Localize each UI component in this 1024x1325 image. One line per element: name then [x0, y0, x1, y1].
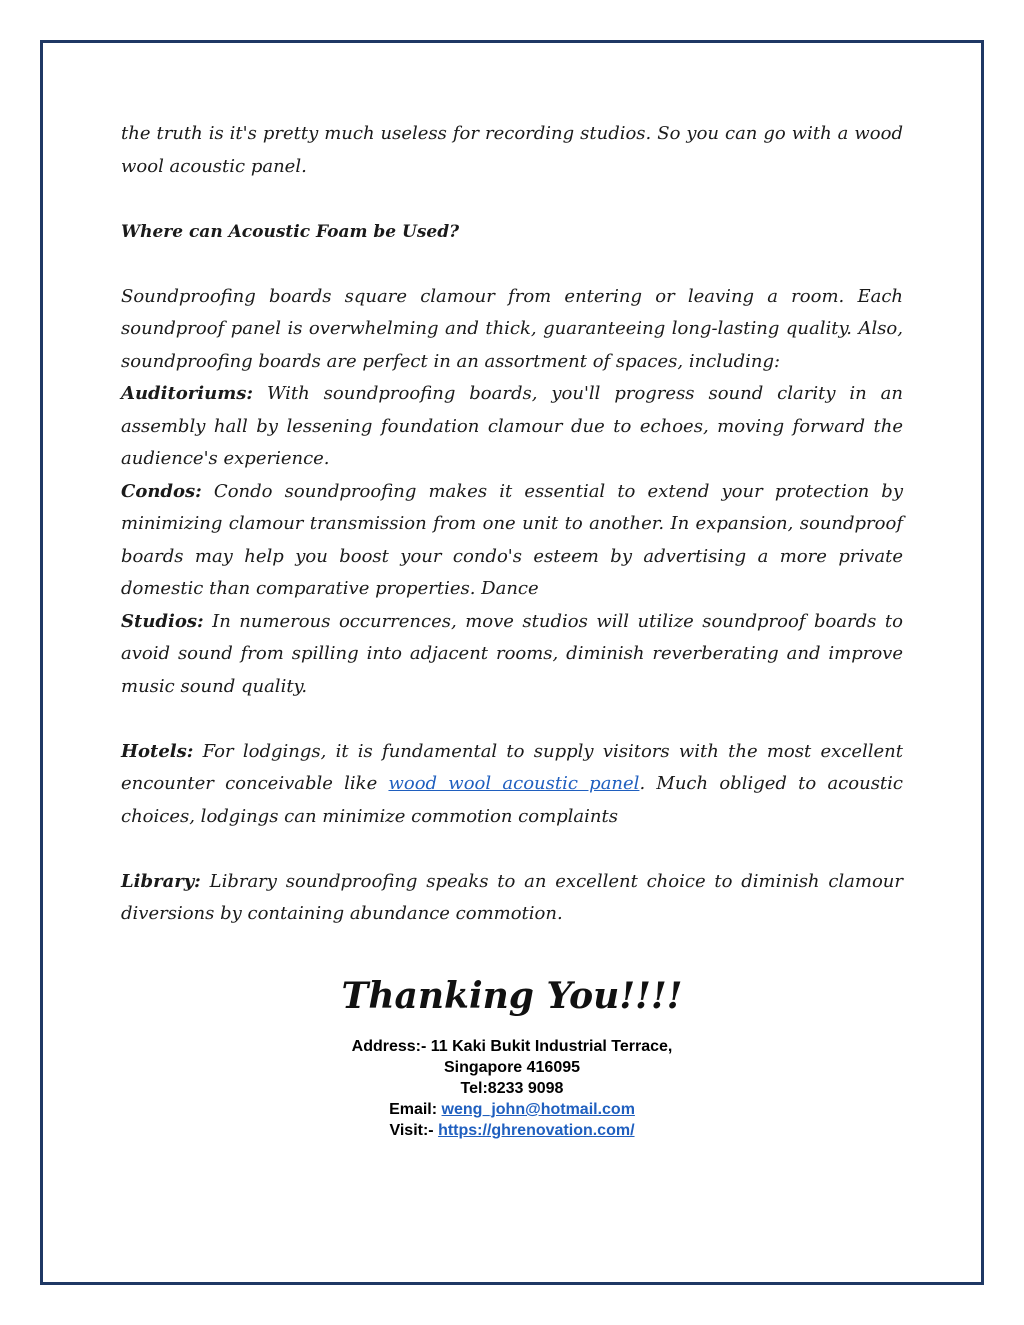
- studios-paragraph: [121, 606, 903, 704]
- intro-paragraph: the truth is it's pretty much useless for recording studios. So you can go with a wood wool acoustic panel.: [121, 123, 903, 177]
- email-line: [0, 1099, 1024, 1120]
- condos-paragraph: [121, 476, 903, 606]
- soundproofing-paragraph: Soundproofing boards square clamour from entering or leaving a room. Each soundproof panel is overwhelming and thick, guaranteeing long-lasting quality. Also, soundproofing boards are perfect in an assortment of spaces, including:: [121, 285, 903, 372]
- article-body: [121, 118, 903, 931]
- library-term: Library:: [121, 870, 201, 892]
- studios-text: In numerous occurrences, move studios will utilize soundproof boards to avoid sound from spilling into adjacent rooms, diminish reverberating and improve music sound quality.: [121, 610, 903, 697]
- visit-label: Visit:-: [389, 1122, 439, 1139]
- auditoriums-term: Auditoriums:: [121, 383, 254, 404]
- visit-line: [0, 1120, 1024, 1141]
- address-line-1: Address:- 11 Kaki Bukit Industrial Terrace,: [351, 1038, 673, 1055]
- studios-term: Studios:: [121, 610, 204, 632]
- thanks-heading: Thanking You!!!!: [341, 975, 683, 1017]
- hotels-paragraph: [121, 736, 903, 834]
- condos-term: Condos:: [121, 480, 202, 502]
- email-link[interactable]: weng_john@hotmail.com: [441, 1101, 635, 1118]
- auditoriums-text: With soundproofing boards, you'll progress sound clarity in an assembly hall by lessening foundation clamour due to echoes, moving forward the audience's experience.: [121, 383, 903, 469]
- website-link[interactable]: https://ghrenovation.com/: [438, 1122, 635, 1139]
- spacer: [121, 248, 903, 281]
- hotels-text-before: For lodgings, it is fundamental to supply visitors with the most excellent encounter conceivable like: [121, 740, 903, 794]
- email-label: Email:: [389, 1101, 442, 1118]
- address-line-2: Singapore 416095: [443, 1059, 581, 1076]
- condos-text: Condo soundproofing makes it essential to extend your protection by minimizing clamour transmission from one unit to another. In expansion, soundproof boards may help you boost your condo's esteem by advertising a more private domestic than comparative properties. Dance: [121, 480, 903, 599]
- spacer: [121, 183, 903, 216]
- hotels-term: Hotels:: [121, 740, 194, 762]
- spacer: [121, 703, 903, 736]
- spacer: [121, 833, 903, 866]
- section-heading: Where can Acoustic Foam be Used?: [121, 221, 460, 242]
- library-text: Library soundproofing speaks to an excellent choice to diminish clamour diversions by containing abundance commotion.: [121, 870, 903, 924]
- wood-wool-panel-link[interactable]: wood wool acoustic panel: [388, 773, 640, 794]
- library-paragraph: [121, 866, 903, 931]
- auditoriums-paragraph: [121, 378, 903, 476]
- telephone: Tel:8233 9098: [460, 1080, 564, 1097]
- hotels-text-after: . Much obliged to acoustic choices, lodgings can minimize commotion complaints: [121, 773, 903, 827]
- closing-block: [0, 970, 1024, 1141]
